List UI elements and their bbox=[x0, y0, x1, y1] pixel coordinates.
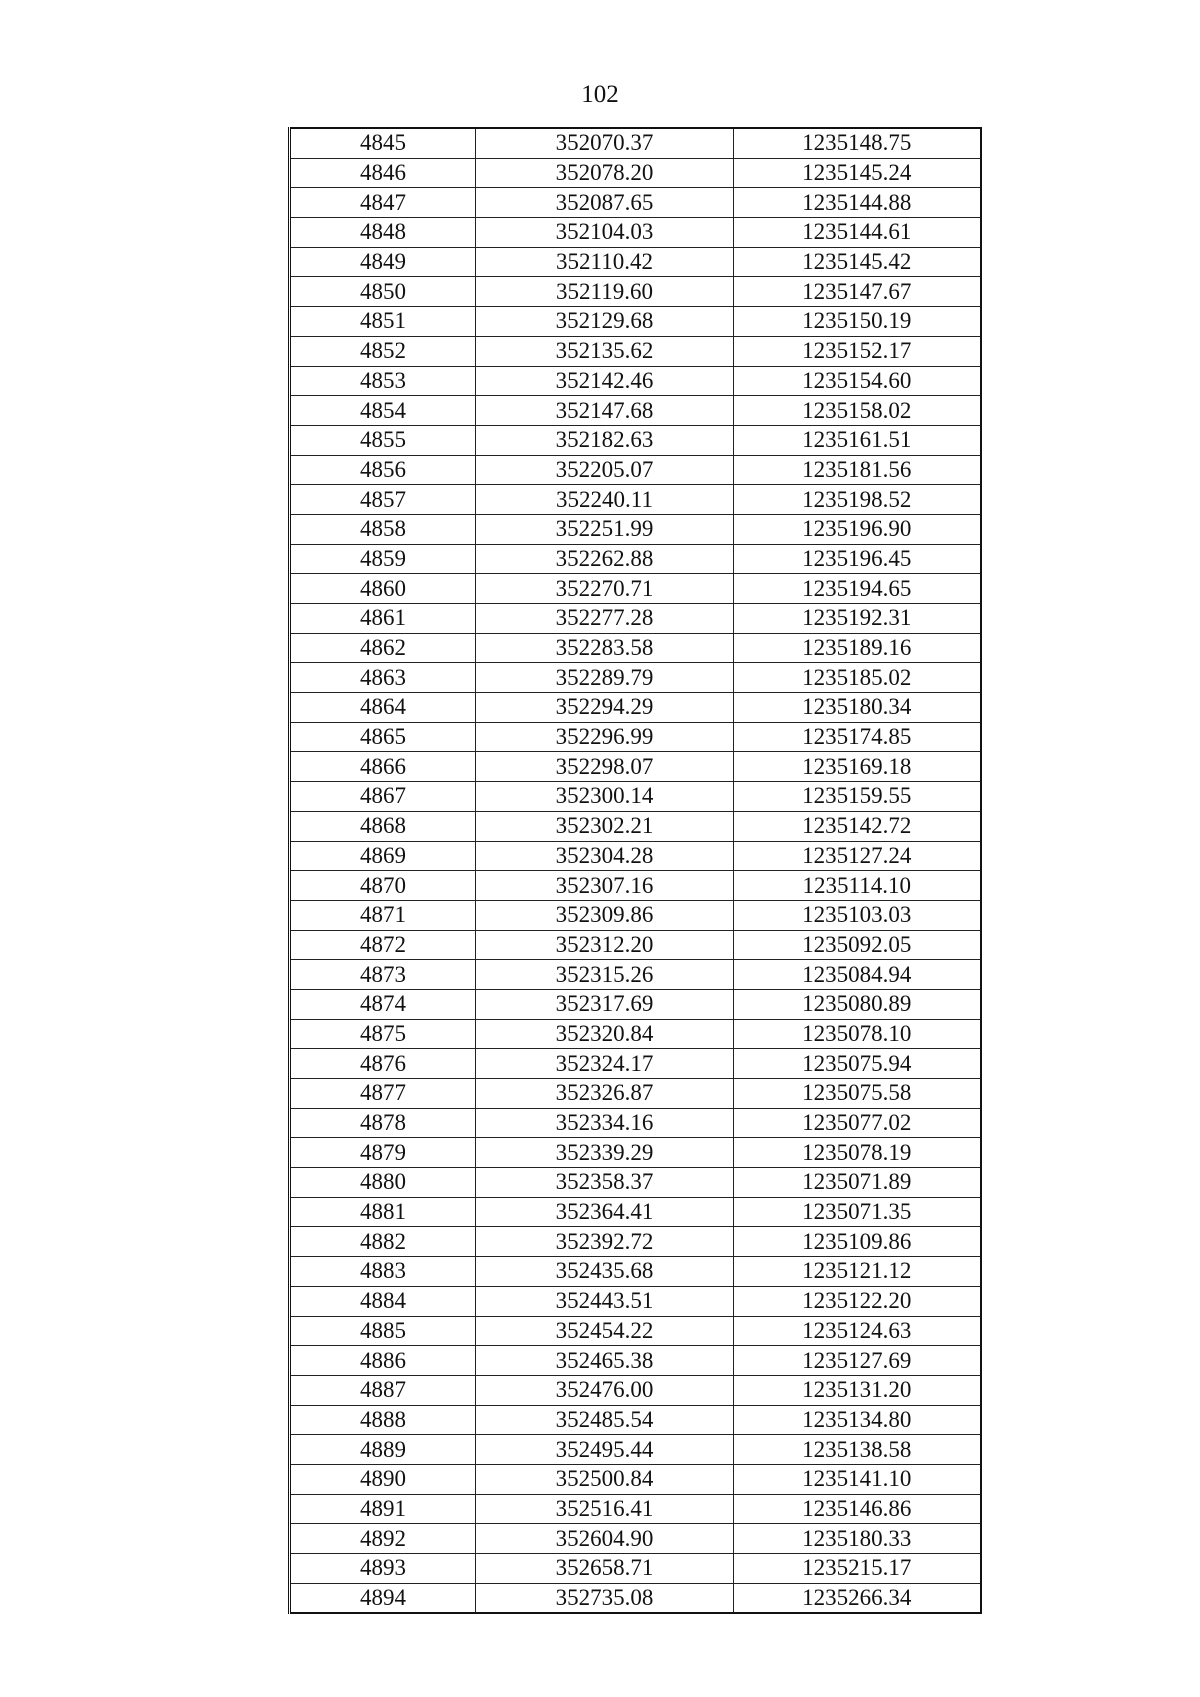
y-coordinate-cell: 1235114.10 bbox=[734, 871, 981, 901]
point-number-cell: 4850 bbox=[290, 277, 476, 307]
x-coordinate-cell: 352495.44 bbox=[476, 1435, 734, 1465]
point-number-cell: 4881 bbox=[290, 1197, 476, 1227]
y-coordinate-cell: 1235174.85 bbox=[734, 722, 981, 752]
table-row bbox=[290, 336, 981, 366]
table-row bbox=[290, 247, 981, 277]
table-row bbox=[290, 871, 981, 901]
point-number-cell: 4874 bbox=[290, 989, 476, 1019]
point-number-cell: 4891 bbox=[290, 1494, 476, 1524]
page-number: 102 bbox=[581, 81, 619, 108]
y-coordinate-cell: 1235196.45 bbox=[734, 544, 981, 574]
x-coordinate-cell: 352135.62 bbox=[476, 336, 734, 366]
y-coordinate-cell: 1235169.18 bbox=[734, 752, 981, 782]
point-number-cell: 4884 bbox=[290, 1286, 476, 1316]
table-row bbox=[290, 396, 981, 426]
x-coordinate-cell: 352443.51 bbox=[476, 1286, 734, 1316]
y-coordinate-cell: 1235144.88 bbox=[734, 188, 981, 218]
x-coordinate-cell: 352435.68 bbox=[476, 1257, 734, 1287]
point-number-cell: 4849 bbox=[290, 247, 476, 277]
table-row bbox=[290, 841, 981, 871]
y-coordinate-cell: 1235180.34 bbox=[734, 693, 981, 723]
x-coordinate-cell: 352339.29 bbox=[476, 1138, 734, 1168]
x-coordinate-cell: 352270.71 bbox=[476, 574, 734, 604]
point-number-cell: 4894 bbox=[290, 1583, 476, 1613]
table-row bbox=[290, 277, 981, 307]
y-coordinate-cell: 1235092.05 bbox=[734, 930, 981, 960]
x-coordinate-cell: 352320.84 bbox=[476, 1019, 734, 1049]
point-number-cell: 4876 bbox=[290, 1049, 476, 1079]
x-coordinate-cell: 352454.22 bbox=[476, 1316, 734, 1346]
table-row bbox=[290, 1375, 981, 1405]
y-coordinate-cell: 1235150.19 bbox=[734, 307, 981, 337]
table-row bbox=[290, 752, 981, 782]
y-coordinate-cell: 1235192.31 bbox=[734, 604, 981, 634]
table-row bbox=[290, 1108, 981, 1138]
y-coordinate-cell: 1235148.75 bbox=[734, 128, 981, 158]
y-coordinate-cell: 1235159.55 bbox=[734, 782, 981, 812]
point-number-cell: 4886 bbox=[290, 1346, 476, 1376]
point-number-cell: 4847 bbox=[290, 188, 476, 218]
y-coordinate-cell: 1235198.52 bbox=[734, 485, 981, 515]
table-row bbox=[290, 1494, 981, 1524]
table-row bbox=[290, 782, 981, 812]
x-coordinate-cell: 352604.90 bbox=[476, 1524, 734, 1554]
point-number-cell: 4848 bbox=[290, 218, 476, 248]
table-row bbox=[290, 1346, 981, 1376]
x-coordinate-cell: 352334.16 bbox=[476, 1108, 734, 1138]
y-coordinate-cell: 1235189.16 bbox=[734, 633, 981, 663]
table-row bbox=[290, 1286, 981, 1316]
table-row bbox=[290, 1257, 981, 1287]
point-number-cell: 4865 bbox=[290, 722, 476, 752]
y-coordinate-cell: 1235146.86 bbox=[734, 1494, 981, 1524]
y-coordinate-cell: 1235154.60 bbox=[734, 366, 981, 396]
point-number-cell: 4863 bbox=[290, 663, 476, 693]
point-number-cell: 4867 bbox=[290, 782, 476, 812]
y-coordinate-cell: 1235266.34 bbox=[734, 1583, 981, 1613]
point-number-cell: 4862 bbox=[290, 633, 476, 663]
x-coordinate-cell: 352317.69 bbox=[476, 989, 734, 1019]
y-coordinate-cell: 1235124.63 bbox=[734, 1316, 981, 1346]
coordinates-table bbox=[288, 127, 982, 1614]
table-row bbox=[290, 455, 981, 485]
table-row bbox=[290, 1049, 981, 1079]
point-number-cell: 4877 bbox=[290, 1079, 476, 1109]
point-number-cell: 4885 bbox=[290, 1316, 476, 1346]
table-row bbox=[290, 1583, 981, 1613]
x-coordinate-cell: 352302.21 bbox=[476, 811, 734, 841]
x-coordinate-cell: 352205.07 bbox=[476, 455, 734, 485]
table-row bbox=[290, 128, 981, 158]
x-coordinate-cell: 352476.00 bbox=[476, 1375, 734, 1405]
table-row bbox=[290, 366, 981, 396]
point-number-cell: 4890 bbox=[290, 1464, 476, 1494]
table-row bbox=[290, 989, 981, 1019]
point-number-cell: 4883 bbox=[290, 1257, 476, 1287]
table-row bbox=[290, 485, 981, 515]
point-number-cell: 4893 bbox=[290, 1554, 476, 1584]
table-row bbox=[290, 1524, 981, 1554]
point-number-cell: 4882 bbox=[290, 1227, 476, 1257]
y-coordinate-cell: 1235078.19 bbox=[734, 1138, 981, 1168]
point-number-cell: 4875 bbox=[290, 1019, 476, 1049]
y-coordinate-cell: 1235145.24 bbox=[734, 158, 981, 188]
point-number-cell: 4858 bbox=[290, 514, 476, 544]
x-coordinate-cell: 352104.03 bbox=[476, 218, 734, 248]
x-coordinate-cell: 352358.37 bbox=[476, 1168, 734, 1198]
point-number-cell: 4859 bbox=[290, 544, 476, 574]
table-row bbox=[290, 663, 981, 693]
table-row bbox=[290, 960, 981, 990]
x-coordinate-cell: 352283.58 bbox=[476, 633, 734, 663]
y-coordinate-cell: 1235075.58 bbox=[734, 1079, 981, 1109]
table-row bbox=[290, 693, 981, 723]
table-row bbox=[290, 1316, 981, 1346]
y-coordinate-cell: 1235144.61 bbox=[734, 218, 981, 248]
point-number-cell: 4852 bbox=[290, 336, 476, 366]
y-coordinate-cell: 1235075.94 bbox=[734, 1049, 981, 1079]
x-coordinate-cell: 352500.84 bbox=[476, 1464, 734, 1494]
point-number-cell: 4855 bbox=[290, 425, 476, 455]
x-coordinate-cell: 352465.38 bbox=[476, 1346, 734, 1376]
y-coordinate-cell: 1235141.10 bbox=[734, 1464, 981, 1494]
y-coordinate-cell: 1235142.72 bbox=[734, 811, 981, 841]
point-number-cell: 4889 bbox=[290, 1435, 476, 1465]
y-coordinate-cell: 1235134.80 bbox=[734, 1405, 981, 1435]
x-coordinate-cell: 352119.60 bbox=[476, 277, 734, 307]
point-number-cell: 4888 bbox=[290, 1405, 476, 1435]
table-row bbox=[290, 1138, 981, 1168]
x-coordinate-cell: 352277.28 bbox=[476, 604, 734, 634]
point-number-cell: 4873 bbox=[290, 960, 476, 990]
table-row bbox=[290, 1227, 981, 1257]
point-number-cell: 4869 bbox=[290, 841, 476, 871]
x-coordinate-cell: 352307.16 bbox=[476, 871, 734, 901]
table-row bbox=[290, 1079, 981, 1109]
point-number-cell: 4892 bbox=[290, 1524, 476, 1554]
x-coordinate-cell: 352289.79 bbox=[476, 663, 734, 693]
table-row bbox=[290, 218, 981, 248]
x-coordinate-cell: 352147.68 bbox=[476, 396, 734, 426]
y-coordinate-cell: 1235180.33 bbox=[734, 1524, 981, 1554]
y-coordinate-cell: 1235145.42 bbox=[734, 247, 981, 277]
x-coordinate-cell: 352364.41 bbox=[476, 1197, 734, 1227]
point-number-cell: 4868 bbox=[290, 811, 476, 841]
point-number-cell: 4871 bbox=[290, 900, 476, 930]
point-number-cell: 4846 bbox=[290, 158, 476, 188]
x-coordinate-cell: 352315.26 bbox=[476, 960, 734, 990]
y-coordinate-cell: 1235138.58 bbox=[734, 1435, 981, 1465]
point-number-cell: 4878 bbox=[290, 1108, 476, 1138]
point-number-cell: 4887 bbox=[290, 1375, 476, 1405]
point-number-cell: 4861 bbox=[290, 604, 476, 634]
y-coordinate-cell: 1235196.90 bbox=[734, 514, 981, 544]
x-coordinate-cell: 352240.11 bbox=[476, 485, 734, 515]
x-coordinate-cell: 352262.88 bbox=[476, 544, 734, 574]
y-coordinate-cell: 1235194.65 bbox=[734, 574, 981, 604]
x-coordinate-cell: 352392.72 bbox=[476, 1227, 734, 1257]
x-coordinate-cell: 352296.99 bbox=[476, 722, 734, 752]
table-row bbox=[290, 722, 981, 752]
coordinates-table-body bbox=[290, 128, 981, 1613]
table-row bbox=[290, 1464, 981, 1494]
y-coordinate-cell: 1235147.67 bbox=[734, 277, 981, 307]
point-number-cell: 4866 bbox=[290, 752, 476, 782]
x-coordinate-cell: 352304.28 bbox=[476, 841, 734, 871]
x-coordinate-cell: 352251.99 bbox=[476, 514, 734, 544]
table-row bbox=[290, 188, 981, 218]
y-coordinate-cell: 1235109.86 bbox=[734, 1227, 981, 1257]
table-row bbox=[290, 544, 981, 574]
point-number-cell: 4880 bbox=[290, 1168, 476, 1198]
x-coordinate-cell: 352070.37 bbox=[476, 128, 734, 158]
table-row bbox=[290, 1019, 981, 1049]
y-coordinate-cell: 1235127.24 bbox=[734, 841, 981, 871]
x-coordinate-cell: 352182.63 bbox=[476, 425, 734, 455]
y-coordinate-cell: 1235181.56 bbox=[734, 455, 981, 485]
y-coordinate-cell: 1235122.20 bbox=[734, 1286, 981, 1316]
y-coordinate-cell: 1235127.69 bbox=[734, 1346, 981, 1376]
x-coordinate-cell: 352142.46 bbox=[476, 366, 734, 396]
x-coordinate-cell: 352324.17 bbox=[476, 1049, 734, 1079]
y-coordinate-cell: 1235121.12 bbox=[734, 1257, 981, 1287]
y-coordinate-cell: 1235080.89 bbox=[734, 989, 981, 1019]
point-number-cell: 4854 bbox=[290, 396, 476, 426]
point-number-cell: 4879 bbox=[290, 1138, 476, 1168]
point-number-cell: 4864 bbox=[290, 693, 476, 723]
point-number-cell: 4851 bbox=[290, 307, 476, 337]
table-row bbox=[290, 1435, 981, 1465]
table-row bbox=[290, 158, 981, 188]
table-row bbox=[290, 633, 981, 663]
x-coordinate-cell: 352129.68 bbox=[476, 307, 734, 337]
table-row bbox=[290, 1554, 981, 1584]
x-coordinate-cell: 352485.54 bbox=[476, 1405, 734, 1435]
y-coordinate-cell: 1235103.03 bbox=[734, 900, 981, 930]
table-row bbox=[290, 514, 981, 544]
x-coordinate-cell: 352735.08 bbox=[476, 1583, 734, 1613]
table-row bbox=[290, 604, 981, 634]
x-coordinate-cell: 352312.20 bbox=[476, 930, 734, 960]
table-row bbox=[290, 930, 981, 960]
point-number-cell: 4872 bbox=[290, 930, 476, 960]
coordinates-table-container bbox=[288, 127, 979, 1614]
point-number-cell: 4853 bbox=[290, 366, 476, 396]
x-coordinate-cell: 352300.14 bbox=[476, 782, 734, 812]
y-coordinate-cell: 1235078.10 bbox=[734, 1019, 981, 1049]
y-coordinate-cell: 1235131.20 bbox=[734, 1375, 981, 1405]
point-number-cell: 4860 bbox=[290, 574, 476, 604]
x-coordinate-cell: 352658.71 bbox=[476, 1554, 734, 1584]
table-row bbox=[290, 425, 981, 455]
table-row bbox=[290, 1168, 981, 1198]
x-coordinate-cell: 352294.29 bbox=[476, 693, 734, 723]
x-coordinate-cell: 352298.07 bbox=[476, 752, 734, 782]
y-coordinate-cell: 1235215.17 bbox=[734, 1554, 981, 1584]
y-coordinate-cell: 1235071.89 bbox=[734, 1168, 981, 1198]
y-coordinate-cell: 1235161.51 bbox=[734, 425, 981, 455]
x-coordinate-cell: 352087.65 bbox=[476, 188, 734, 218]
x-coordinate-cell: 352078.20 bbox=[476, 158, 734, 188]
y-coordinate-cell: 1235152.17 bbox=[734, 336, 981, 366]
y-coordinate-cell: 1235077.02 bbox=[734, 1108, 981, 1138]
point-number-cell: 4870 bbox=[290, 871, 476, 901]
point-number-cell: 4856 bbox=[290, 455, 476, 485]
table-row bbox=[290, 1197, 981, 1227]
point-number-cell: 4845 bbox=[290, 128, 476, 158]
y-coordinate-cell: 1235158.02 bbox=[734, 396, 981, 426]
table-row bbox=[290, 1405, 981, 1435]
table-row bbox=[290, 811, 981, 841]
point-number-cell: 4857 bbox=[290, 485, 476, 515]
table-row bbox=[290, 900, 981, 930]
y-coordinate-cell: 1235185.02 bbox=[734, 663, 981, 693]
x-coordinate-cell: 352326.87 bbox=[476, 1079, 734, 1109]
y-coordinate-cell: 1235071.35 bbox=[734, 1197, 981, 1227]
x-coordinate-cell: 352110.42 bbox=[476, 247, 734, 277]
x-coordinate-cell: 352309.86 bbox=[476, 900, 734, 930]
table-row bbox=[290, 307, 981, 337]
table-row bbox=[290, 574, 981, 604]
y-coordinate-cell: 1235084.94 bbox=[734, 960, 981, 990]
x-coordinate-cell: 352516.41 bbox=[476, 1494, 734, 1524]
